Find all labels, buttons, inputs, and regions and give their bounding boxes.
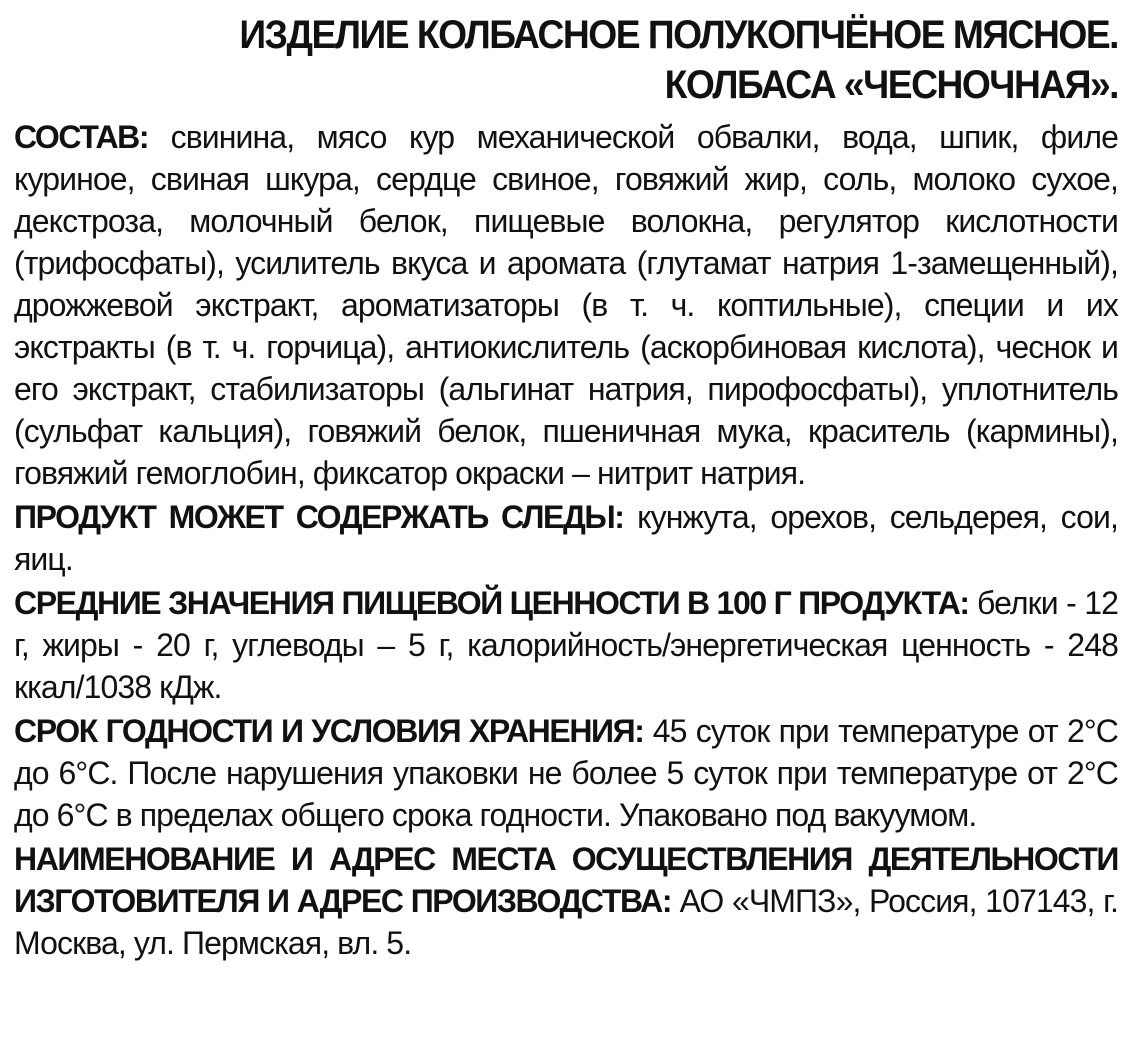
composition-heading: СОСТАВ: xyxy=(14,119,149,155)
traces-heading: ПРОДУКТ МОЖЕТ СОДЕРЖАТЬ СЛЕДЫ: xyxy=(14,499,624,535)
traces-text: кунжута, орехов, сельдерея, сои, яиц. xyxy=(14,499,1118,577)
storage-heading: СРОК ГОДНОСТИ И УСЛОВИЯ ХРАНЕНИЯ: xyxy=(14,713,644,749)
manufacturer-section xyxy=(14,838,1118,964)
product-title xyxy=(91,10,1118,110)
product-title-line-2: КОЛБАСА «ЧЕСНОЧНАЯ». xyxy=(664,63,1118,107)
composition-section xyxy=(14,116,1118,494)
storage-text: 45 суток при температуре от 2°С до 6°С. После нарушения упаковки не более 5 суток при температуре от 2°С до 6°С в пределах общего срока годности. Упаковано под вакуумом. xyxy=(14,713,1118,833)
manufacturer-text: АО «ЧМПЗ», Россия, 107143, г. Москва, ул. Пермская, вл. 5. xyxy=(14,883,1118,961)
storage-section xyxy=(14,710,1118,836)
nutrition-section xyxy=(14,582,1118,708)
nutrition-heading: СРЕДНИЕ ЗНАЧЕНИЯ ПИЩЕВОЙ ЦЕННОСТИ В 100 Г ПРОДУКТА: xyxy=(14,585,969,621)
product-label xyxy=(14,10,1118,964)
nutrition-text: белки - 12 г, жиры - 20 г, углеводы – 5 г, калорийность/энергетическая ценность - 248 ккал/1038 кДж. xyxy=(14,585,1118,705)
traces-section xyxy=(14,496,1118,580)
manufacturer-heading: НАИМЕНОВАНИЕ И АДРЕС МЕСТА ОСУЩЕСТВЛЕНИЯ ДЕЯТЕЛЬНОСТИ ИЗГОТОВИТЕЛЯ И АДРЕС ПРОИЗВОДСТВА: xyxy=(14,841,1118,919)
composition-text: свинина, мясо кур механической обвалки, вода, шпик, филе куриное, свиная шкура, сердце свиное, говяжий жир, соль, молоко сухое, декстроза, молочный белок, пищевые волокна, регулятор кислотности (трифосфаты), усилитель вкуса и аромата (глутамат натрия 1-замещенный), дрожжевой экстракт, ароматизаторы (в т. ч. коптильные), специи и их экстракты (в т. ч. горчица), антиокислитель (аскорбиновая кислота), чеснок и его экстракт, стабилизаторы (альгинат натрия, пирофосфаты), уплотнитель (сульфат кальция), говяжий белок, пшеничная мука, краситель (кармины), говяжий гемоглобин, фиксатор окраски – нитрит натрия. xyxy=(14,119,1118,491)
product-title-line-1: ИЗДЕЛИЕ КОЛБАСНОЕ ПОЛУКОПЧЁНОЕ МЯСНОЕ. xyxy=(239,13,1118,57)
